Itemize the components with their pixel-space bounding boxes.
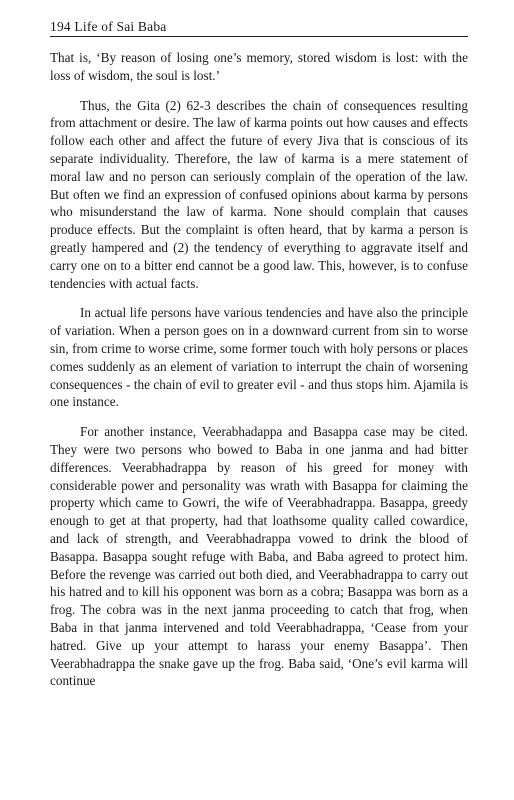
book-page xyxy=(50,18,468,690)
paragraph-variation: In actual life persons have various tendencies and have also the principle of variation. When a person goes on in a downward current from sin to worse sin, from crime to worse crime, some former touch with holy persons or places comes suddenly as an element of variation to interrupt the chain of worsening consequences - the chain of evil to greater evil - and thus stops him. Ajamila is one instance. xyxy=(50,305,468,410)
running-head: 194 Life of Sai Baba xyxy=(50,18,468,37)
paragraph-quote: That is, ‘By reason of losing one’s memory, stored wisdom is lost: with the loss of wisdom, the soul is lost.’ xyxy=(50,50,468,83)
paragraph-gita: Thus, the Gita (2) 62-3 describes the chain of consequences resulting from attachment or desire. The law of karma points out how causes and effects follow each other and affect the future of every Jiva that is conscious of its separate individuality. Therefore, the law of karma is a mere statement of moral law and no person can seriously complain of the operation of the law. But often we find an expression of confused opinions about karma by persons who misunderstand the law of karma. None should complain that causes produce effects. But the complaint is often heard, that by karma a person is greatly hampered and (2) the tendency of everything to aggravate itself and carry one on to a bitter end cannot be a good law. This, however, is to confuse tendencies with actual facts. xyxy=(50,97,468,291)
paragraph-veerabhadrappa: For another instance, Veerabhadappa and Basappa case may be cited. They were two persons who bowed to Baba in one janma and had bitter differences. Veerabhadrappa by reason of his greed for money with considerable power and personality was wrath with Basappa for claiming the property which came to Gowri, the wife of Veerabhadrappa. Basappa, greedy enough to get at that property, had that loathsome quality called cowardice, and lack of strength, and Veerabhadrappa vowed to drink the blood of Basappa. Basappa sought refuge with Baba, and Baba agreed to protect him. Before the revenge was carried out both died, and Veerabhadrappa to carry out his hatred and to kill his opponent was born as a cobra; Basappa was born as a frog. The cobra was in the next janma proceeding to catch that frog, when Baba in that janma intervened and told Veerabhadrappa, ‘Cease from your hatred. Give up your attempt to harass your enemy Basappa’. Then Veerabhadrappa the snake gave up the frog. Baba said, ‘One’s evil karma will continue xyxy=(50,424,468,689)
